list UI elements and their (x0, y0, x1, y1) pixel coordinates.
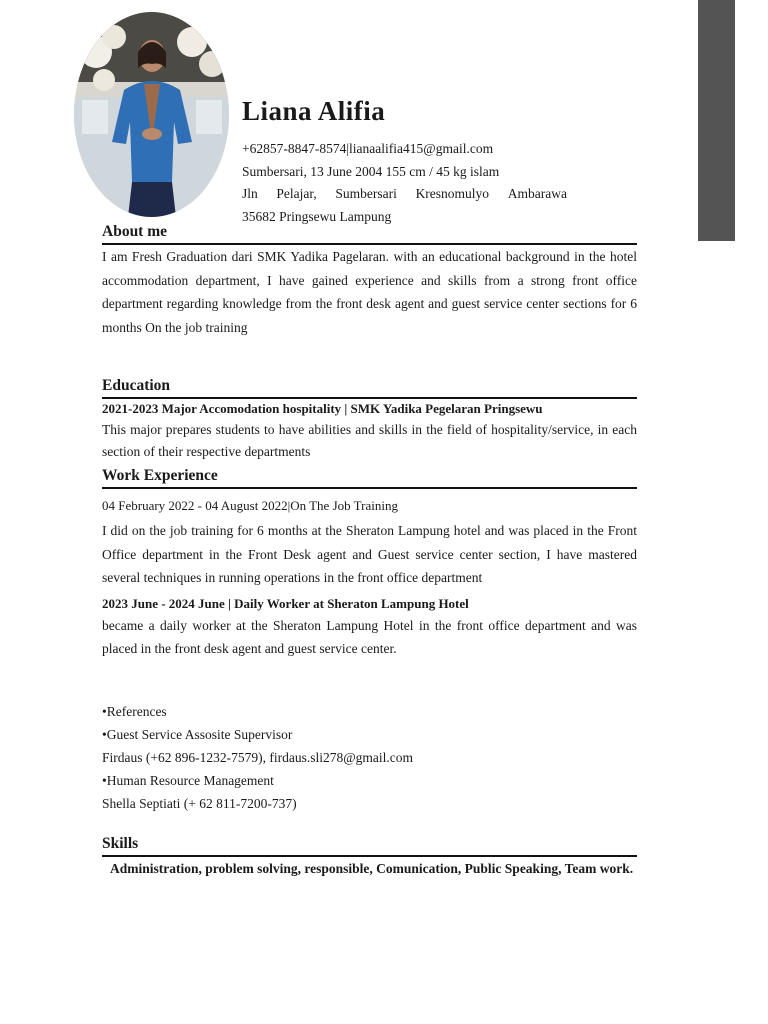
address-word: Sumbersari (335, 186, 397, 201)
work-entry-heading: 2023 June - 2024 June | Daily Worker at Sheraton Lampung Hotel (102, 595, 469, 611)
reference-line: •References (102, 704, 167, 719)
candidate-name: Liana Alifia (242, 96, 386, 126)
work-entry-heading: 04 February 2022 - 04 August 2022|On The Job Training (102, 498, 398, 513)
address-line-2: 35682 Pringsewu Lampung (242, 208, 392, 224)
education-section (102, 376, 637, 463)
phone-email-line: +62857-8847-8574|lianaalifia415@gmail.com (242, 141, 494, 156)
reference-line: Shella Septiati (+ 62 811-7200-737) (102, 796, 297, 811)
education-entry-title: 2021-2023 Major Accomodation hospitality | SMK Yadika Pegelaran Pringsewu (102, 401, 543, 416)
work-section (102, 466, 637, 661)
work-entry-text: became a daily worker at the Sheraton Lampung Hotel in the front office department and was placed in the front desk agent and guest service center. (102, 617, 637, 656)
address-word: Kresnomulyo (415, 186, 490, 201)
about-section (102, 222, 637, 339)
work-title: Work Experience (102, 467, 218, 484)
side-bar-decoration (698, 0, 735, 241)
reference-line: Firdaus (+62 896-1232-7579), firdaus.sli278@gmail.com (102, 750, 414, 765)
contact-block (242, 138, 582, 228)
about-text: I am Fresh Graduation dari SMK Yadika Pagelaran. with an educational background in the hotel accommodation department, I have gained experience and skills from a strong front office department regarding knowledge from the front desk agent and guest service center sections for 6 months On the job training (102, 249, 637, 335)
address-word: Pelajar, (276, 186, 317, 201)
education-entry-text: This major prepares students to have abilities and skills in the field of hospitality/service, in each section of their respective departments (102, 422, 637, 459)
references-section (102, 700, 637, 815)
address-word: Jln (242, 186, 258, 201)
reference-line: •Human Resource Management (102, 773, 274, 788)
work-entry-text: I did on the job training for 6 months at the Sheraton Lampung hotel and was placed in the Front Office department in the Front Desk agent and Guest service center section, I have mastered several techniques in running operations in the front office department (102, 523, 637, 585)
skills-title: Skills (102, 835, 139, 852)
address-line-1 (242, 183, 567, 206)
section-divider (102, 487, 637, 489)
address-word: Ambarawa (507, 186, 567, 201)
birth-info-line: Sumbersari, 13 June 2004 155 cm / 45 kg islam (242, 163, 500, 179)
profile-photo (74, 12, 229, 217)
skills-section (102, 834, 637, 880)
about-title: About me (102, 223, 168, 240)
skills-text: Administration, problem solving, responsible, Comunication, Public Speaking, Team work. (110, 861, 634, 876)
reference-line: •Guest Service Assosite Supervisor (102, 727, 293, 742)
education-title: Education (102, 377, 171, 394)
